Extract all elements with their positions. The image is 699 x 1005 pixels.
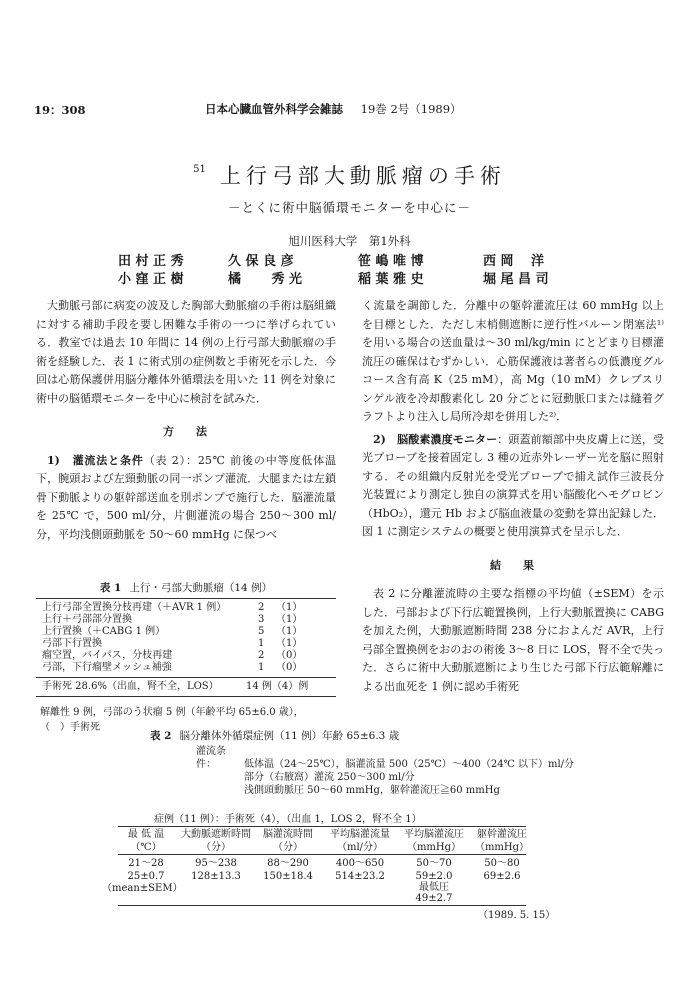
table-1-note: （ ）手術死 [40, 722, 100, 733]
results-paragraph: 表 2 に分離灌流時の主要な指標の平均値（±SEM）を示した．弓部および下行広範置換例，上行大動脈置換に CABG を加えた例，大動脈遮断時間 238 分におよんだ AVR，上行弓部全置換例をおのおの術後 3～8 日に LOS，腎不全で失った．さらに術中大動脈遮断により生じた弓部下行広範解離による出血死を 1 例に認め手術死 [362, 587, 664, 693]
table-cell: 400～650 [335, 858, 385, 869]
table-total-row [36, 681, 336, 693]
table-rule [36, 696, 336, 697]
table-header: 最 低 温 [127, 829, 165, 840]
table-rule [118, 905, 526, 906]
min-pressure-label: 最低圧 [419, 882, 449, 893]
table-cell: 瘤空置，バイパス，分枝再建 [42, 650, 173, 661]
title-row [0, 160, 699, 190]
affiliation: 旭川医科大学 第1外科 [288, 234, 411, 248]
methods-paragraph-1 [36, 452, 336, 545]
methods-2-label: 2) 脳酸素濃度モニター [373, 432, 498, 446]
table-rule [118, 854, 526, 855]
conditions-label: 灌流条件： [196, 746, 226, 770]
received-date: （1989. 5. 15） [478, 910, 556, 921]
table-cell: （1） [276, 638, 303, 649]
author: 笹 嶋 唯 博 [358, 254, 424, 269]
mean-sem-label: （mean±SEM） [102, 883, 183, 894]
author: 橘 秀 光 [228, 272, 303, 287]
table-header-unit: （ml/分） [336, 842, 384, 853]
table-cell: （0） [276, 662, 303, 673]
table-cell: 50～80 [484, 858, 520, 869]
table-cell: 上行弓部全置換分枝再建（＋AVR 1 例） [42, 602, 227, 613]
min-pressure-value: 49±2.7 [415, 893, 453, 904]
table-header-unit: （mmHg） [406, 842, 462, 853]
table-rule [118, 826, 526, 827]
methods-1-label: 1) 灌流法と条件 [47, 453, 144, 467]
table-1-caption [36, 580, 336, 595]
page-number: 19：308 [34, 103, 86, 117]
table-cell: 3 [258, 614, 265, 625]
table-cell: 弓部下行置換 [42, 638, 102, 649]
table-cell: 150±18.4 [263, 871, 313, 882]
title-block [0, 160, 699, 216]
table-cell: （1） [276, 602, 303, 613]
table-row [36, 614, 336, 626]
author: 稲 葉 雅 史 [358, 272, 424, 287]
table-cell: 1 [258, 662, 265, 673]
condition: 低体温（24～25℃），脳灌流量 500（25℃）～400（24℃ 以下）ml/分 [244, 759, 575, 770]
author: 久 保 良 彦 [228, 254, 294, 269]
table-2-title: 脳分離体外循環症例（11 例）年齢 65±6.3 歳 [179, 730, 400, 742]
table-header: 躯幹灌流圧 [477, 829, 527, 840]
table-header-unit: （℃） [130, 842, 162, 853]
methods-heading: 方法 [163, 425, 229, 438]
table-cell: 2 [258, 650, 265, 661]
author: 田 村 正 秀 [118, 254, 184, 269]
table-row [36, 638, 336, 650]
table-2-caption [150, 728, 399, 743]
table-1-title: 上行・弓部大動脈瘤（14 例） [129, 582, 273, 594]
methods-1-continued: く流量を調節した．分離中の躯幹灌流圧は 60 mmHg 以上を目標とした．ただし末梢側遮断に逆行性バルーン閉塞法¹⁾ を用いる場合の送血量は～30 ml/kg/min にとどまり目標灌流圧の確保はむずかしい．心筋保護液は著者らの低濃度グルコース含有高 K（25 mM），高 Mg（10 mM）クレブスリンゲル液を冷却酸素化し 20 分ごとに冠動脈口または縫着グラフトより注入し局所冷却を併用した²⁾． [362, 299, 664, 423]
journal-name: 日本心臓血管外科学会雑誌 [205, 102, 343, 116]
table-row [36, 602, 336, 614]
table-cell: 2 [258, 602, 265, 613]
table-cell: 25±0.7 [127, 871, 165, 882]
table-header: 大動脈遮断時間 [181, 829, 251, 840]
table-header-unit: （分） [273, 842, 303, 853]
table-cell: 95～238 [195, 858, 237, 869]
right-column [362, 297, 664, 696]
table-header-unit: （分） [201, 842, 231, 853]
table-header: 平均脳灌流量 [330, 829, 390, 840]
table-cell: （0） [276, 650, 303, 661]
table-cell: 21～28 [128, 858, 164, 869]
table-total-label: 手術死 28.6%（出血，腎不全，LOS） [42, 681, 219, 692]
article-title: 上行弓部大動脈瘤の手術 [219, 164, 506, 188]
journal-header [205, 101, 462, 117]
author: 西 岡 洋 [483, 254, 545, 269]
table-header-unit: （mmHg） [474, 842, 530, 853]
intro-paragraph: 大動脈弓部に病変の波及した胸部大動脈瘤の手術は脳組織に対する補助手段を要し困難な手術の一つに挙げられている．教室では過去 10 年間に 14 例の上行弓部大動脈瘤の手術を経験した．表 1 に術式別の症例数と手術死を示した．今回は心筋保護併用脳分離体外循環法を用いた 11 例を対象に術中の脳循環モニターを中心に検討を試みた． [36, 299, 336, 405]
table-header: 脳灌流時間 [263, 829, 313, 840]
table-2-label: 表 2 [150, 730, 172, 742]
table-cell: 128±13.3 [191, 871, 241, 882]
table-row [36, 626, 336, 638]
author: 堀 尾 昌 司 [483, 272, 549, 287]
left-column [36, 297, 336, 544]
table-cell: 弓部，下行瘤壁メッシュ補強 [42, 662, 172, 673]
results-heading: 結果 [490, 558, 556, 572]
journal-issue: 19巻 2号（1989） [360, 102, 462, 116]
article-subtitle: －とくに術中脳循環モニターを中心に－ [227, 200, 471, 215]
table-cell: 50～70 [416, 858, 452, 869]
table-cell: 69±2.6 [483, 871, 521, 882]
table-2-cases: 症例（11 例）：手術死（4），（出血 1，LOS 2，腎不全 1） [154, 814, 422, 825]
table-row [36, 662, 336, 674]
table-cell: 5 [258, 626, 265, 637]
condition: 部分（右腋窩）灌流 250～300 ml/分 [244, 772, 415, 783]
condition: 浅側頭動脈圧 50～60 mmHg，躯幹灌流圧≧60 mmHg [244, 785, 500, 796]
methods-1-text: （表 2）：25℃ 前後の中等度低体温下，腕頭および左頸動脈の同一ポンプ灌流．大腿または左鎖骨下動脈よりの躯幹部送血を別ポンプで施行した．脳灌流量を 25℃ で，500 ml/分，片側灌流の場合 250～300 ml/分，平均浅側頭動脈を 50～60 mmHg に保つべ [36, 453, 337, 541]
article-number: 51 [193, 164, 206, 175]
table-cell: 88～290 [267, 858, 309, 869]
table-cell: 514±23.2 [335, 871, 385, 882]
author: 小 窪 正 樹 [118, 272, 184, 287]
methods-paragraph-2 [362, 431, 664, 542]
table-cell: 上行置換（＋CABG 1 例） [42, 626, 166, 637]
table-1 [36, 598, 336, 697]
table-cell: 上行＋弓部部分置換 [42, 614, 132, 625]
table-row [36, 650, 336, 662]
table-header: 平均脳灌流圧 [404, 829, 464, 840]
methods-2-text: ：頭蓋前額部中央皮膚上に送，受光プローブを接着固定し 3 種の近赤外レーザー光を脳に照射する．その組織内反射光を受光プローブで捕え試作三波長分光装置により測定し独自の演算式を用い脳酸化ヘモグロビン（HbO₂），還元 Hb および脳血液量の変動を算出記録した．図 1 に測定システムの概要と使用演算式を呈示した． [362, 432, 665, 538]
table-total-value: 14 例（4）例 [246, 681, 309, 692]
table-cell: （1） [276, 614, 303, 625]
table-cell: 59±2.0 [415, 871, 453, 882]
table-2-conditions [196, 745, 574, 797]
table-1-note: 解離性 9 例，弓部のう状瘤 5 例（年齢平均 65±6.0 歳）， [40, 707, 304, 718]
table-cell: 1 [258, 638, 265, 649]
table-1-label: 表 1 [99, 582, 122, 594]
min-pressure-note [394, 882, 474, 904]
table-cell: （1） [276, 626, 303, 637]
